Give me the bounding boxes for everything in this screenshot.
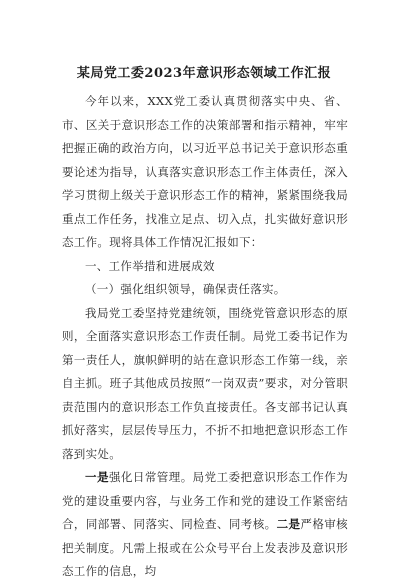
subsection-heading: （一）强化组织领导，确保责任落实。 bbox=[85, 282, 286, 296]
point-one-marker: 一是 bbox=[85, 470, 109, 484]
point-two-text: 严格审核把关制度。凡需上报或在公众号平台上发表涉及意识形态工作的信息，均 bbox=[62, 517, 348, 578]
intro-paragraph: 今年以来，XXX党工委认真贯彻落实中央、省、市、区关于意识形态工作的决策部署和指示精神，牢牢把握正确的政治方向，以习近平总书记关于意识形态重要论述为指导，认真落实意识形态工作主体责任，深入学习贯彻上级关于意识形态工作的精神，紧紧围绕我局重点工作任务，找准立足点、切入点，扎实做好意识形态工作。现将具体工作情况汇报如下： bbox=[62, 94, 348, 249]
paragraph-measures bbox=[62, 466, 348, 584]
paragraph-leadership: 我局党工委坚持党建统领，围绕党管意识形态的原则，全面落实意识形态工作责任制。局党工委书记作为第一责任人，旗帜鲜明的站在意识形态工作第一线，亲自主抓。班子其他成员按照“一岗双责”要求，对分管职责范围内的意识形态工作负直接责任。各支部书记认真抓好落实，层层传导压力，不折不扣地把意识形态工作落到实处。 bbox=[62, 305, 348, 461]
section-heading: 一、工作举措和进展成效 bbox=[85, 258, 215, 273]
document-title: 某局党工委2023年意识形态领域工作汇报 bbox=[76, 66, 332, 81]
point-one-text: 强化日常管理。局党工委把意识形态工作作为党的建设重要内容，与业务工作和党的建设工作紧密结合，同部署、同落实、同检查、同考核。 bbox=[62, 470, 349, 531]
document-body bbox=[62, 90, 348, 584]
point-two-marker: 二是 bbox=[276, 517, 301, 531]
